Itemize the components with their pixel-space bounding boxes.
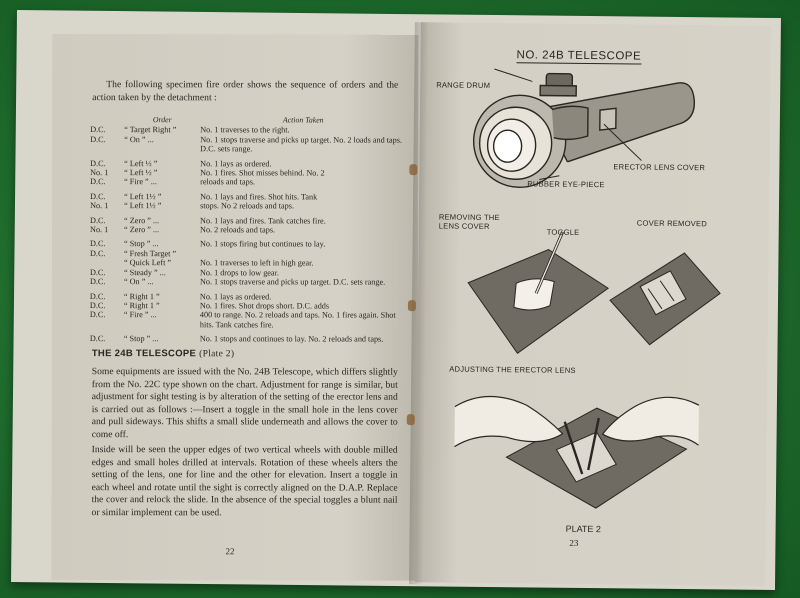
section-heading	[92, 348, 234, 359]
booklet	[11, 10, 781, 590]
fire-order-row	[90, 225, 406, 235]
row-order: “ Stop ” ...	[123, 334, 159, 344]
row-who: D.C.	[90, 177, 106, 187]
row-who: D.C.	[89, 267, 106, 277]
row-who: D.C.	[90, 134, 106, 144]
row-order: “ Fresh Target ”	[124, 248, 177, 259]
row-order: “ Left ½ ”	[124, 158, 158, 168]
row-action	[200, 249, 406, 259]
row-order: “ Target Right ”	[124, 125, 177, 135]
cover-removed-illustration	[604, 248, 725, 349]
paragraph-one: Some equipments are issued with the No. 24B Telescope, which differs slightly from the No. 22C type shown on the chart. Adjustment for range is similar, but adjustment for sight testing is by alteration of the setting of the erector lens and is carried out as follows :—Insert a toggle in the small hole in the lens cover and pull sideways. This shifts a small slide underneath and allows the cover to come off.	[91, 366, 398, 441]
row-order: “ Quick Left ”	[123, 258, 172, 268]
row-action: No. 1 lays as ordered.	[199, 291, 272, 301]
fire-order-row	[90, 125, 406, 135]
left-page	[51, 34, 418, 581]
row-who: No. 1	[90, 168, 109, 178]
action-header: Action Taken	[282, 115, 324, 125]
row-who: D.C.	[90, 158, 106, 168]
plate-label: PLATE 2	[565, 523, 602, 535]
staple-middle	[408, 300, 416, 311]
row-who: D.C.	[90, 125, 106, 135]
row-who: No. 1	[90, 201, 109, 211]
row-order: “ Right 1 ”	[123, 301, 160, 311]
adjusting-lens-illustration	[446, 377, 708, 540]
label-erector-lens-cover: ERECTOR LENS COVER	[613, 162, 706, 173]
row-order: “ Right 1 ”	[123, 291, 160, 301]
fire-order-row	[90, 301, 406, 311]
row-who: No. 1	[90, 225, 109, 235]
staple-top	[409, 164, 417, 175]
plate-title: NO. 24B TELESCOPE	[516, 49, 642, 63]
fire-order-row	[90, 216, 406, 226]
label-range-drum: RANGE DRUM	[436, 80, 491, 90]
fire-order-row	[90, 249, 406, 259]
row-order: “ Left ½ ”	[124, 168, 158, 178]
order-header: Order	[152, 115, 172, 125]
row-order: “ Fire ” ...	[124, 177, 157, 187]
row-action: 400 to range. No. 2 reloads and taps. No. 1 fires again. Shot hits. Tank catches fire.	[199, 310, 396, 330]
row-action: No. 1 lays as ordered.	[200, 158, 272, 169]
fire-order-row	[90, 277, 406, 287]
row-order: “ Zero ” ...	[124, 215, 160, 225]
row-who: D.C.	[89, 310, 106, 320]
label-removing-lens-cover: REMOVING THE LENS COVER	[438, 212, 500, 231]
row-action: No. 1 fires. Shot misses behind. No. 2	[200, 168, 325, 178]
row-action: No. 2 reloads and taps.	[200, 225, 276, 235]
removing-cover-illustration	[457, 223, 618, 365]
intro-text: The following specimen fire order shows the sequence of orders and the action taken by the detachment :	[92, 79, 399, 104]
fire-order-row	[90, 135, 406, 154]
fire-order-row	[90, 168, 406, 178]
paragraph-two: Inside will be seen the upper edges of two vertical wheels with double milled edges and small holes drilled at intervals. Rotation of these wheels alters the setting of the lens, one for line and the other for elevation. Insert a toggle in each wheel and rotate until the sight is correctly aligned on the D.A.P. Replace the cover and relock the slide. In the absence of the special toggles a blunt nail or similar implement can be used.	[91, 444, 398, 519]
row-action: reloads and taps.	[200, 177, 255, 187]
row-order: “ Zero ” ...	[124, 225, 160, 235]
row-action: No. 1 stops traverse and picks up target. D.C. sets range.	[199, 277, 386, 287]
row-who	[90, 258, 124, 267]
row-who: D.C.	[89, 277, 106, 287]
fire-order-row	[90, 334, 406, 344]
row-who: D.C.	[89, 291, 106, 301]
section-heading-ref: (Plate 2)	[199, 349, 235, 360]
row-action: No. 1 traverses to left in high gear.	[199, 258, 314, 268]
row-action: No. 1 drops to low gear.	[199, 267, 279, 278]
fire-order-row	[90, 201, 406, 211]
label-cover-removed: COVER REMOVED	[636, 218, 707, 229]
row-action: No. 1 stops and continues to lay. No. 2 reloads and taps.	[199, 334, 384, 344]
row-order: “ Stop ” ...	[124, 239, 159, 249]
fire-order-row	[90, 177, 406, 187]
row-order: “ On ” ...	[124, 134, 154, 144]
row-order: “ Left 1½ ”	[124, 201, 162, 211]
section-heading-text: THE 24B TELESCOPE	[91, 348, 197, 360]
row-order: “ On ” ...	[123, 277, 154, 287]
fire-order-table	[90, 114, 406, 344]
staple-bottom	[407, 414, 415, 425]
row-action: No. 1 stops traverse and picks up target. No. 2 loads and taps. D.C. sets range.	[200, 135, 402, 154]
page-number-right: 23	[569, 537, 579, 548]
row-order: “ Fire ” ...	[123, 310, 157, 320]
row-who: D.C.	[90, 215, 106, 225]
fire-order-row	[90, 310, 406, 329]
row-who: D.C.	[89, 334, 106, 344]
fire-order-row	[90, 258, 406, 268]
row-who: D.C.	[90, 191, 106, 201]
row-who: D.C.	[90, 239, 106, 249]
fire-order-row	[90, 192, 406, 202]
page-number-left: 22	[225, 546, 235, 557]
row-order: “ Left 1½ ”	[124, 191, 162, 202]
row-order: “ Steady ” ...	[123, 267, 166, 277]
label-adjusting-erector-lens: ADJUSTING THE ERECTOR LENS	[449, 364, 576, 375]
label-rubber-eye-piece: RUBBER EYE-PIECE	[527, 179, 605, 190]
right-page	[415, 22, 771, 586]
fire-order-row	[90, 159, 406, 169]
row-action: No. 1 fires. Shot drops short. D.C. adds	[199, 301, 330, 311]
row-action: No. 1 lays and fires. Shot hits. Tank	[200, 192, 318, 202]
row-action: No. 1 traverses to the right.	[200, 125, 290, 135]
row-action: No. 1 stops firing but continues to lay.	[200, 239, 326, 249]
fire-order-row	[90, 292, 406, 302]
row-who: D.C.	[90, 248, 106, 258]
label-toggle: TOGGLE	[546, 227, 580, 237]
row-action: stops. No 2 reloads and taps.	[200, 201, 295, 211]
row-who: D.C.	[89, 300, 106, 310]
fire-order-row	[90, 240, 406, 250]
row-action: No. 1 lays and fires. Tank catches fire.	[200, 215, 326, 226]
fire-order-row	[90, 268, 406, 278]
